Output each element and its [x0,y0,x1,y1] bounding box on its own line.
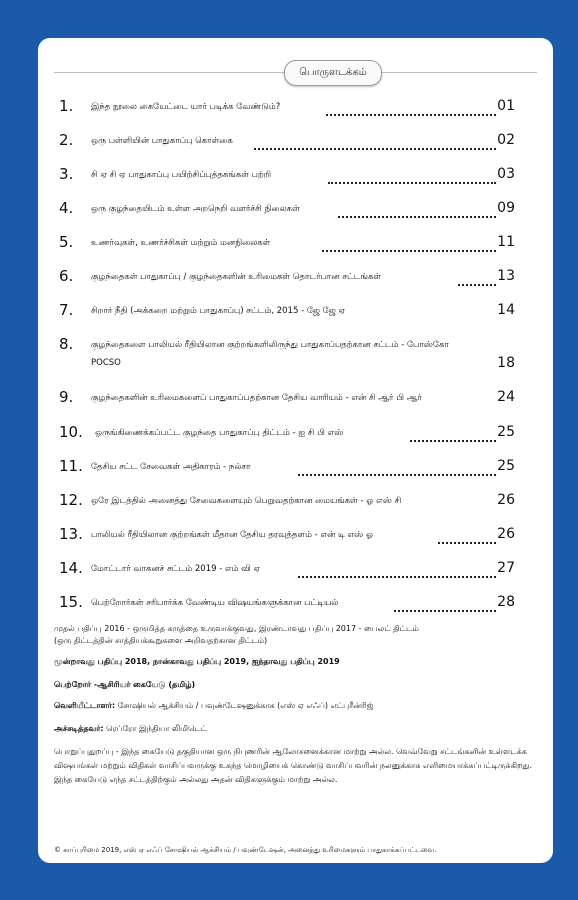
toc-row-12[interactable] [38,491,553,509]
printer-line [54,722,540,735]
toc-title: சி ஏ சி ஏ பாதுகாப்பு பயிற்சிப்புத்தகங்கள் பற்றி [91,170,272,180]
disclaimer-text: பொறுப்புதுறப்பு - இந்த கையேடு தகுதியான ஒரு நிபுணரின் ஆலோசனைக்கான மாற்று அல்ல. வெவ்வேறு சட்டங்களின் உள்ளடக்க விஷயங்கள் மற்றும் விதிகள் வாசிப்பவருக்கு உகந்த மொழியைக் கொண்டு வாசிப்பவரின் நலனுக்காக எளிமையாக்கப்பட்டிருக்கிறது. இந்த கையேடு எந்த சட்டத்திற்கும் அல்லது அதன் விதிகளுக்கும் மாற்று அல்ல. [54,747,533,784]
toc-number: 1. [59,97,74,115]
toc-title: தேசிய சட்ட சேவைகள் அதிகாரம் - நல்சா [91,462,251,472]
toc-number: 2. [59,131,74,149]
leader-dots [328,168,496,184]
leader-dots [438,528,496,544]
toc-title-cont: POCSO [91,358,121,368]
toc-title: குழந்தைகளை பாலியல் ரீதியிலான குற்றங்களிலிருந்து பாதுகாப்பதற்கான சட்டம் - போஸ்கோ [91,340,449,350]
edition-line-3: மூன்றாவது பதிப்பு 2018, நான்காவது பதிப்பு 2019, ஐந்தாவது பதிப்பு 2019 [54,657,340,666]
toc-page: 02 [497,132,515,148]
toc-page: 26 [497,492,515,508]
toc-number: 7. [59,301,74,319]
toc-page: 09 [497,200,515,216]
toc-row-9[interactable] [38,388,553,406]
printer-label: அச்சடித்தவர்: [54,724,104,733]
copyright-text: © காப்புரிமை 2019, எஸ் ஏ எஃப் சோஷியல் ஆக்சியம் / பவுண்டேஷன், அனைத்து உரிமைகளும் பாதுகாக்கப்பட்டவை. [54,846,437,854]
leader-dots [298,460,496,476]
toc-page: 18 [497,355,515,371]
toc-row-8-cont[interactable] [38,354,553,372]
toc-page: 14 [497,302,515,318]
toc-page: 01 [497,98,515,114]
toc-number: 9. [59,388,74,406]
leader-dots [326,100,496,116]
toc-number: 13. [59,525,83,543]
toc-title: ஒருங்கிணைக்கப்பட்ட குழந்தை பாதுகாப்பு திட்டம் - ஐ சி பி எஸ் [95,428,344,438]
leader-dots [410,426,496,442]
toc-row-10[interactable] [38,423,553,441]
toc-title: இந்த நூலை கையேட்டை யார் படிக்க வேண்டும்? [91,102,281,112]
toc-number: 15. [59,593,83,611]
toc-title: குழந்தைகளின் உரிமைகளைப் பாதுகாப்பதற்கான தேசிய வாரியம் - என் சி ஆர் பி ஆர் [91,393,422,403]
toc-number: 5. [59,233,74,251]
toc-number: 3. [59,165,74,183]
leader-dots [322,236,496,252]
toc-title: உணர்வுகள், உணர்ச்சிகள் மற்றும் மனநிலைகள் [91,238,271,248]
toc-title: ஒரு குழந்தையிடம் உள்ள அறநெறி வளர்ச்சி நிலைகள் [91,204,300,214]
toc-number: 12. [59,491,83,509]
leader-dots [458,270,496,286]
leader-dots [254,134,496,150]
toc-row-11[interactable] [38,457,553,475]
toc-title: குழந்தைகள் பாதுகாப்பு / குழந்தைகளின் உரிமைகள் தொடர்பான சட்டங்கள் [91,272,382,282]
toc-number: 10. [59,423,83,441]
toc-page: 03 [497,166,515,182]
publisher-label: வெளியீட்டாளர்: [54,701,116,710]
toc-page: 26 [497,526,515,542]
leader-dots [338,202,496,218]
toc-page: 27 [497,560,515,576]
toc-row-3[interactable] [38,165,553,183]
toc-title: பாலியல் ரீதியிலான குற்றங்கள் மீதான தேசிய தரவுத்தளம் - என் டி எஸ் ஓ [91,530,374,540]
toc-title: சிறார் நீதி (அக்கறை மற்றும் பாதுகாப்பு) சட்டம், 2015 - ஜே ஜே ஏ [91,306,346,316]
toc-page: 25 [497,424,515,440]
toc-row-4[interactable] [38,199,553,217]
toc-row-6[interactable] [38,267,553,285]
content-card [38,38,553,863]
guide-title: பெற்றோர் -ஆசிரியர் கையேடு (தமிழ்) [54,680,196,689]
toc-row-2[interactable] [38,131,553,149]
edition-line-1: முதல் பதிப்பு 2016 - ஒருமித்த கருத்தை உருவாக்குவது, இரண்டாவது பதிப்பு 2017 - பைலட் திட்டம் [54,624,419,633]
leader-dots [394,596,496,612]
toc-row-7[interactable] [38,301,553,319]
toc-page: 13 [497,268,515,284]
page-title: பொருளடக்கம் [284,60,382,86]
title-divider-right [380,72,537,73]
toc-number: 6. [59,267,74,285]
toc-number: 8. [59,335,74,353]
toc-title: ஒரு பள்ளியின் பாதுகாப்பு கொள்கை [91,136,233,146]
toc-page: 25 [497,458,515,474]
edition-line-2: (ஒரு திட்டத்தின் சாத்தியக்கூறுகளை அறிவதற்கான திட்டம்) [54,636,268,645]
toc-row-14[interactable] [38,559,553,577]
toc-row-13[interactable] [38,525,553,543]
publisher-line [54,699,540,712]
toc-page: 24 [497,389,515,405]
publisher-name: சோஷியல் ஆக்சியம் / பவுண்டேஷனுக்காக (எஸ் ஏ எஃப்) எட்புரீன்ரிஜ் [117,701,374,710]
toc-row-15[interactable] [38,593,553,611]
toc-page: 11 [497,234,515,250]
toc-number: 4. [59,199,74,217]
toc-row-5[interactable] [38,233,553,251]
printer-name: ரெப்ரோ இந்தியா லிமிடெட் [106,724,208,733]
toc-title: மோட்டார் வாகனச் சட்டம் 2019 - எம் வி ஏ [91,564,261,574]
toc-title: ஒரே இடத்தில் அனைத்து சேவைகளையும் பெறுவதற்கான மையங்கள் - ஓ எஸ் சி [91,496,402,506]
toc-row-8[interactable] [38,335,553,353]
title-divider-left [54,72,284,73]
leader-dots [298,562,496,578]
toc-title: பெற்றோர்கள் சரிபார்க்க வேண்டிய விஷயங்களுக்கான பட்டியல் [91,598,339,608]
toc-row-1[interactable] [38,97,553,115]
toc-number: 11. [59,457,83,475]
toc-number: 14. [59,559,83,577]
toc-page: 28 [497,594,515,610]
